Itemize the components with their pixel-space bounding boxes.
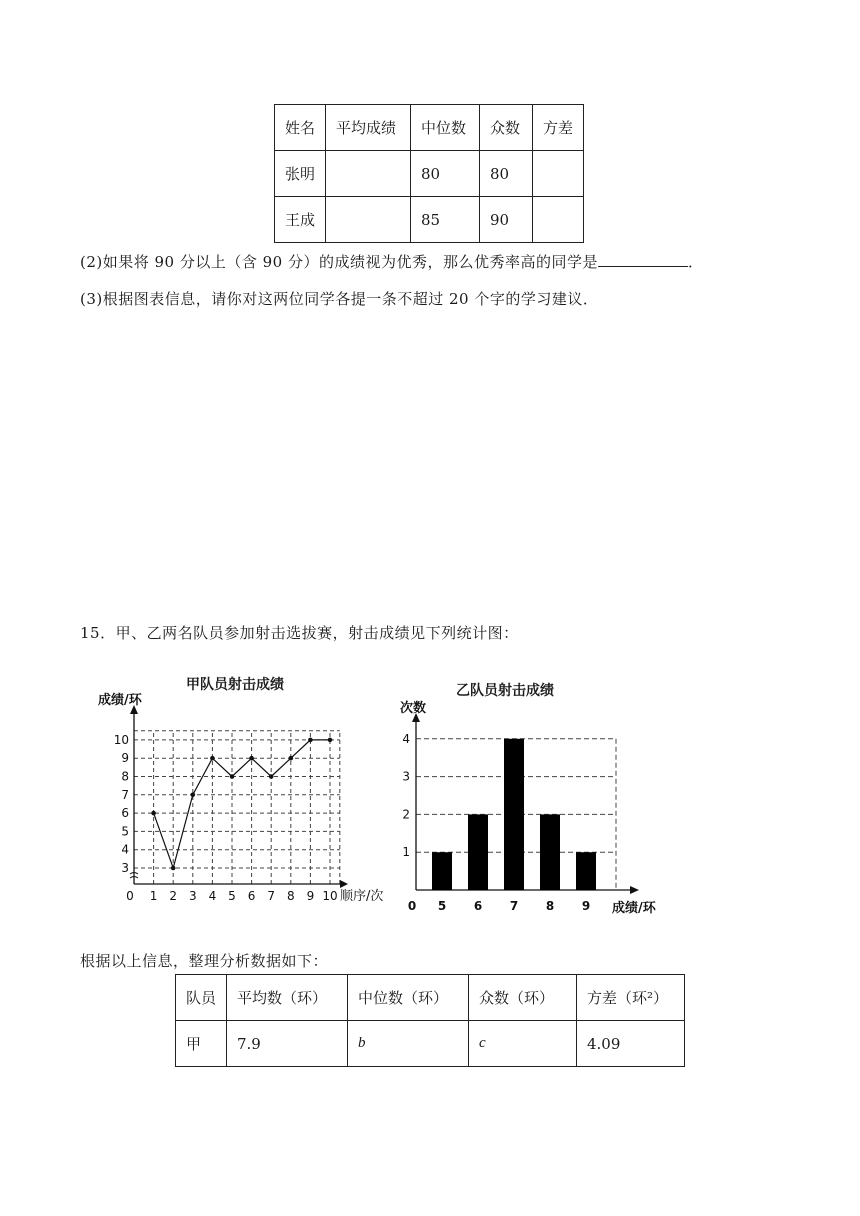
data-point: [191, 793, 196, 798]
chart1-series: [151, 738, 332, 871]
header-cell: 平均数（环）: [227, 975, 348, 1021]
header-cell: 众数（环）: [469, 975, 577, 1021]
y-tick-label: 9: [121, 751, 129, 766]
x-tick-label: 10: [322, 889, 338, 903]
y-axis-label: 成绩/环: [98, 693, 142, 708]
data-point: [308, 738, 313, 743]
question-2-end: ．: [688, 253, 704, 271]
y-tick-label: 2: [402, 807, 410, 822]
bar-9: [576, 852, 596, 890]
bar-8: [540, 814, 560, 890]
x-tick-label: 8: [545, 899, 555, 913]
origin-label: 0: [407, 899, 417, 913]
y-tick-label: 3: [121, 861, 129, 875]
question-2: [80, 251, 704, 272]
header-cell: 方差（环²）: [577, 975, 685, 1021]
x-tick-label: 5: [437, 899, 447, 913]
table-cell: [326, 197, 411, 243]
x-tick-label: 4: [208, 889, 217, 903]
question-3: (3)根据图表信息，请你对这两位同学各提一条不超过 20 个字的学习建议．: [80, 290, 599, 308]
x-tick-label: 7: [509, 899, 519, 913]
y-tick-label: 3: [402, 769, 410, 784]
data-point: [230, 774, 235, 779]
x-tick-label: 6: [473, 899, 483, 913]
y-tick-label: 10: [113, 732, 129, 747]
x-tick-label: 9: [581, 899, 591, 913]
table-cell: 85: [411, 197, 480, 243]
x-axis-label: 顺序/次: [340, 889, 384, 904]
table-cell: [326, 151, 411, 197]
answer-blank: [598, 252, 688, 267]
analysis-intro: 根据以上信息，整理分析数据如下：: [80, 952, 329, 970]
y-axis-label: 次数: [400, 701, 427, 716]
bar-7: [504, 739, 524, 890]
table-cell: 80: [480, 151, 533, 197]
data-point: [171, 866, 176, 871]
data-point: [328, 738, 333, 743]
data-point: [151, 811, 156, 816]
analysis-table-header-row: [176, 975, 685, 1021]
x-axis-arrow: [340, 880, 348, 888]
data-point: [269, 774, 274, 779]
bar-5: [432, 852, 452, 890]
y-tick-label: 5: [121, 824, 129, 839]
analysis-table: [175, 974, 685, 1067]
y-tick-label: 4: [121, 842, 129, 857]
scores-table: [274, 104, 584, 243]
data-point: [210, 756, 215, 761]
y-tick-label: 7: [121, 787, 129, 802]
header-cell: 中位数（环）: [348, 975, 469, 1021]
x-tick-label: 8: [286, 889, 295, 903]
y-tick-label: 8: [121, 769, 129, 784]
table-cell: b: [348, 1021, 469, 1067]
data-point: [249, 756, 254, 761]
table-cell: 80: [411, 151, 480, 197]
header-cell: 姓名: [275, 105, 326, 151]
y-tick-label: 6: [121, 806, 129, 821]
y-tick-label: 1: [402, 845, 410, 860]
header-cell: 中位数: [411, 105, 480, 151]
table-cell: 张明: [275, 151, 326, 197]
chart1-grid: [134, 731, 340, 884]
x-axis-arrow: [630, 886, 639, 894]
x-tick-label: 7: [267, 889, 276, 903]
table-cell: 4.09: [577, 1021, 685, 1067]
header-cell: 平均成绩: [326, 105, 411, 151]
x-tick-label: 1: [149, 889, 158, 903]
x-tick-label: 3: [188, 889, 197, 903]
series-line: [154, 740, 330, 868]
x-tick-label: 2: [169, 889, 178, 903]
chart2-title: 乙队员射击成绩: [456, 683, 554, 699]
chart1-title: 甲队员射击成绩: [186, 677, 284, 693]
bar-6: [468, 814, 488, 890]
chart1-axes: [130, 705, 348, 888]
table-cell: 王成: [275, 197, 326, 243]
table-row: [176, 1021, 685, 1067]
x-tick-label: 9: [306, 889, 315, 903]
table-row: [275, 151, 584, 197]
scores-table-header-row: [275, 105, 584, 151]
x-tick-label: 6: [247, 889, 256, 903]
question-2-text: (2)如果将 90 分以上（含 90 分）的成绩视为优秀，那么优秀率高的同学是: [80, 253, 598, 271]
table-cell: [533, 197, 584, 243]
question-15: 15．甲、乙两名队员参加射击选拔赛，射击成绩见下列统计图：: [80, 624, 519, 642]
table-cell: c: [469, 1021, 577, 1067]
table-row: [275, 197, 584, 243]
x-tick-label: 0: [126, 889, 134, 903]
table-cell: 7.9: [227, 1021, 348, 1067]
bar-chart-yi: [390, 698, 690, 918]
header-cell: 众数: [480, 105, 533, 151]
header-cell: 方差: [533, 105, 584, 151]
table-cell: [533, 151, 584, 197]
y-tick-label: 4: [402, 731, 410, 746]
chart1-labels: [98, 692, 383, 904]
table-cell: 90: [480, 197, 533, 243]
header-cell: 队员: [176, 975, 227, 1021]
data-point: [289, 756, 294, 761]
line-chart-jia: [90, 690, 400, 912]
table-cell: 甲: [176, 1021, 227, 1067]
x-tick-label: 5: [228, 889, 236, 903]
x-axis-label: 成绩/环: [612, 901, 656, 916]
